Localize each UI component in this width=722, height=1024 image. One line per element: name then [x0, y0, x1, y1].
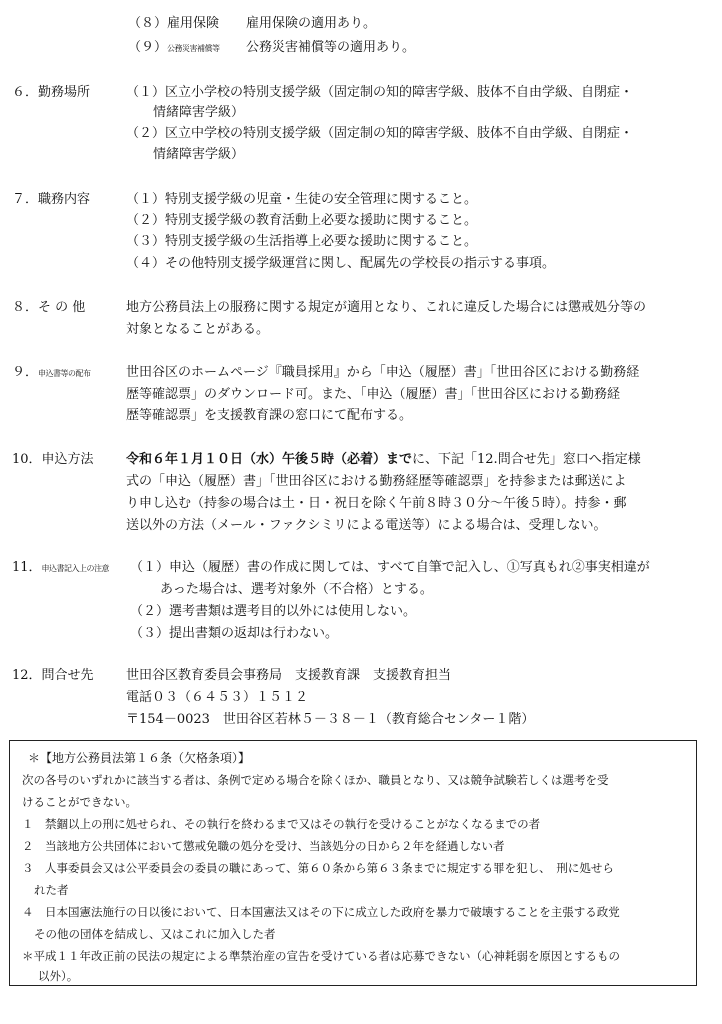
application-method-heading: 10．申込方法	[12, 452, 94, 467]
form-notes-heading: 11．申込書記入上の注意	[12, 560, 110, 575]
form-notes-line: あった場合は、選考対象外（不合格）とする。	[160, 582, 433, 597]
work-location-line: （２）区立中学校の特別支援学級（固定制の知的障害学級、肢体不自由学級、自閉症・	[126, 126, 634, 141]
work-location-line: 情緒障害学級）	[153, 105, 245, 120]
notice-line: ＊平成１１年改正前の民法の規定による準禁治産の宣告を受けている者は応募できない（心神耗弱を原因とするもの	[22, 949, 620, 963]
application-method-line: 式の「申込（履歴）書」「世田谷区における勤務経歴等確認票」を持参または郵送によ	[126, 474, 627, 489]
notice-line: けることができない。	[22, 795, 137, 809]
notice-line: れた者	[34, 883, 69, 897]
duties-line: （４）その他特別支援学級運営に関し、配属先の学校長の指示する事項。	[126, 256, 556, 271]
notice-line: 以外）。	[38, 969, 79, 983]
application-deadline: 令和６年１月１０日（水）午後５時（必着）まで	[126, 452, 413, 467]
notice-line: ２ 当該地方公共団体において懲戒免職の処分を受け、当該処分の日から２年を経過しない者	[22, 839, 505, 853]
duties-heading: ７．職務内容	[12, 192, 91, 207]
notice-title: ＊【地方公務員法第１６条（欠格条項）】	[28, 751, 251, 765]
application-method-line: 令和６年１月１０日（水）午後５時（必着）までに、下記「12.問合せ先」窓口へ指定様	[126, 452, 641, 467]
notice-line: ４ 日本国憲法施行の日以後において、日本国憲法又はその下に成立した政府を暴力で破壊することを主張する政党	[22, 905, 620, 919]
duties-line: （２）特別支援学級の教育活動上必要な援助に関すること。	[126, 213, 478, 228]
application-method-line: 送以外の方法（メール・ファクシミリによる電送等）による場合は、受理しない。	[126, 518, 607, 533]
form-notes-line: （２）選考書類は選考目的以外には使用しない。	[130, 604, 417, 619]
contact-address: 〒154－0023 世田谷区若林５－３８－１（教育総合センター１階）	[126, 712, 535, 727]
contact-phone: 電話０３（６４５３）１５１２	[126, 690, 309, 705]
other-line: 対象となることがある。	[126, 322, 270, 337]
notice-line: １ 禁錮以上の刑に処せられ、その執行を終わるまで又はその執行を受けることがなくなるまでの者	[22, 817, 541, 831]
form-notes-line: （３）提出書類の返却は行わない。	[130, 626, 339, 641]
contact-heading: 12．問合せ先	[12, 668, 94, 683]
work-location-heading: ６．勤務場所	[12, 85, 91, 100]
application-method-line: り申し込む（持参の場合は土・日・祝日を除く午前８時３０分～午後５時）。持参・郵	[126, 496, 627, 511]
employment-insurance-value: 雇用保険の適用あり。	[246, 16, 377, 31]
distribution-line: 世田谷区のホームページ『職員採用』から「申込（履歴）書」「世田谷区における勤務経	[126, 365, 640, 380]
duties-line: （３）特別支援学級の生活指導上必要な援助に関すること。	[126, 234, 478, 249]
other-heading: ８．そ の 他	[12, 300, 86, 315]
distribution-line: 歴等確認票」のダウンロード可。また、「申込（履歴）書」「世田谷区における勤務経	[126, 387, 621, 402]
work-location-line: 情緒障害学級）	[153, 147, 245, 162]
notice-line: 次の各号のいずれかに該当する者は、条例で定める場合を除くほか、職員となり、又は競争試験若しくは選考を受	[22, 773, 609, 787]
accident-compensation-value: 公務災害補償等の適用あり。	[246, 40, 416, 55]
distribution-line: 歴等確認票」を支援教育課の窓口にて配布する。	[126, 408, 413, 423]
other-line: 地方公務員法上の服務に関する規定が適用となり、これに違反した場合には懲戒処分等の	[126, 300, 647, 315]
form-notes-line: （１）申込（履歴）書の作成に関しては、すべて自筆で記入し、①写真もれ②事実相違が	[130, 560, 650, 575]
accident-compensation-label: （９）公務災害補償等	[128, 40, 220, 55]
notice-line: その他の団体を結成し、又はこれに加入した者	[34, 927, 276, 941]
notice-line: ３ 人事委員会又は公平委員会の委員の職にあって、第６０条から第６３条までに規定する罪を犯し、 刑に処せら	[22, 861, 614, 875]
contact-line: 世田谷区教育委員会事務局 支援教育課 支援教育担当	[126, 668, 452, 683]
duties-line: （１）特別支援学級の児童・生徒の安全管理に関すること。	[126, 192, 478, 207]
work-location-line: （１）区立小学校の特別支援学級（固定制の知的障害学級、肢体不自由学級、自閉症・	[126, 85, 634, 100]
distribution-heading: ９．申込書等の配布	[12, 365, 91, 380]
employment-insurance-label: （８）雇用保険	[128, 16, 220, 31]
